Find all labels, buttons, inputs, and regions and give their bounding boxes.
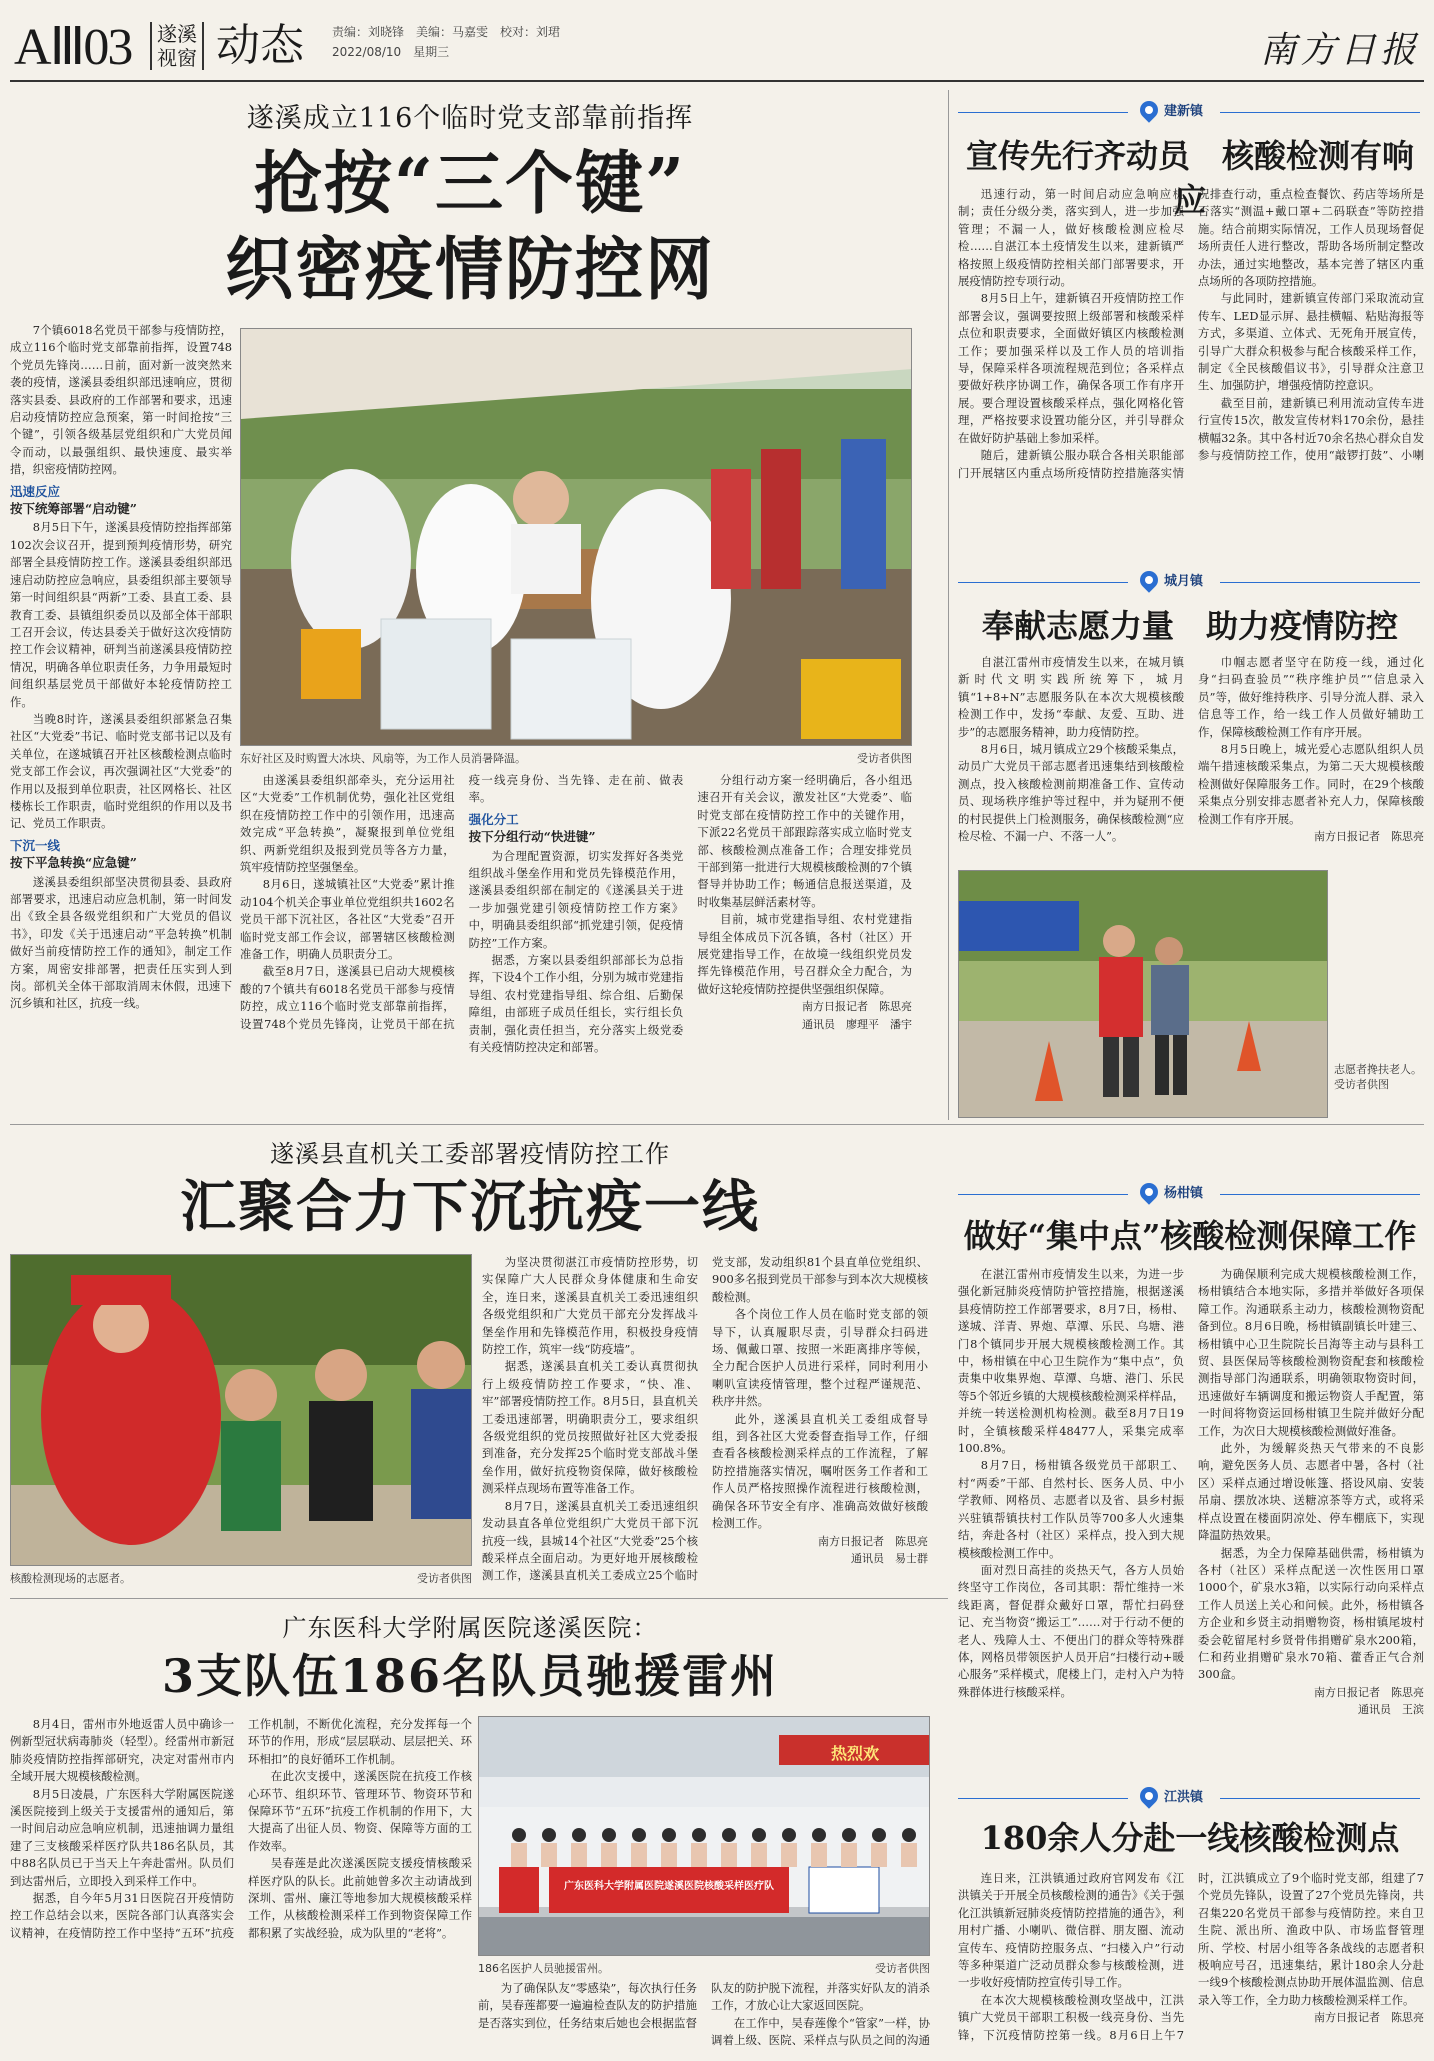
story5-credit2: 通讯员 王滨	[1358, 1703, 1424, 1717]
story3-text2: 8月6日，城月镇成立29个核酸采集点，动员广大党员干部志愿者迅速集结到核酸检测点，投入核酸检测前期准备工作、宣传动员、现场秩序维护等过程中，并为疑刑不便的村民提供上门检测服务，确保核酸检测“应检尽检、不漏一户、不落一人”。	[958, 742, 1184, 844]
story3-photo-credit: 受访者供图	[1334, 1078, 1389, 1091]
story6-kicker: 广东医科大学附属医院遂溪医院：	[282, 1614, 658, 1642]
section-label: 遂溪视窗	[150, 22, 204, 70]
story3-photo	[958, 870, 1328, 1118]
story3-tag-label: 城月镇	[1164, 574, 1204, 589]
story2-tag-label: 建新镇	[1164, 104, 1204, 119]
story1-sub3-text4: 目前，城市党建指导组、农村党建指导组全体成员下沉各镇，各村（社区）开展党建指导工作，在故境一线组织党员发挥先锋模范作用，号召群众全力配合，为做好这轮疫情防控提供坚强组织保障。	[697, 912, 912, 996]
story2-text2: 8月5日上午，建新镇召开疫情防控工作部署会议，强调要按照上级部署和核酸采样点位和职责要求，全面做好镇区内核酸检测工作；要加强采样以及工作人员的培训指导，保障采样各项流程规范到位；各采样点要做好秩序协调工作，确保各项工作有序开展。要合理设置核酸采样点，强化网格化管理，严格按要求设置功能分区，并引导群众在做好防护基础上参加采样。	[958, 291, 1184, 445]
story7-credit: 南方日报记者 陈思亮	[1314, 2011, 1424, 2025]
story2-text3: 随后，建新镇公服办联合各相关职能部门开展辖区内重点场所疫情防控措施落实情况排查行动，重点检查餐饮、药店等场所是否落实“测温+戴口罩+二码联查”等防控措施。结合前期实际情况，工作人员现场督促场所责任人进行整改，帮助各场所制定整改办法，通过实地整改，基本完善了辖区内重点场所的各项防控措施。	[958, 187, 1424, 480]
story6-text5: 吴春莲是此次遂溪医院支援疫情核酸采样医疗队的队长。此前她曾多次主动请战到深圳、雷州、廉江等地参加大规模核酸采样工作，从核酸检测采样工作到物资保障工作都积累了实战经验，成为队里的“老将”。	[248, 1856, 472, 1940]
story7-location-tag	[1140, 1786, 1203, 1805]
story5-text4: 为确保顺利完成大规模核酸检测工作，杨柑镇结合本地实际，多措并举做好各项保障工作。沟通联系主动力，核酸检测物资配备到位。8月6日晚，杨柑镇副镇长叶建三、杨柑镇中心卫生院院长吕海等主动与县科工贸、县医保局等核酸检测物资配套和核酸检测指导部门沟通联系，明确领取物资时间，迅速做好车辆调度和搬运物资人手配置，第一时间将物资运回杨柑镇卫生院并做好分配工作，为次日大规模核酸检测做好准备。	[1198, 1267, 1424, 1438]
story4-photo	[10, 1254, 472, 1566]
story5-headline: 做好“集中点”核酸检测保障工作	[963, 1217, 1417, 1255]
story5-location-tag	[1140, 1182, 1203, 1201]
story6-caption-row	[478, 1960, 930, 1976]
tag-rule	[1220, 582, 1420, 583]
story1-photo-caption: 东好社区及时购置大冰块、风扇等，为工作人员消暑降温。	[240, 752, 526, 765]
story6-text3: 据悉，自今年5月31日医院召开疫情防控工作总结会以来，医院各部门认真落实会议精神，在疫情防控工作中坚持“五环”抗疫工作机制，不断优化流程，充分发挥每一个环节的作用，形成“层层联动、层层把关、环环相扣”的良好循环工作机制。	[10, 1717, 472, 1940]
edition-number: AⅢ03	[14, 19, 132, 76]
story4-text1: 为坚决贯彻湛江市疫情防控形势，切实保障广大人民群众身体健康和生命安全，连日来，遂溪县直机关工委迅速组织各级党组织和广大党员干部充分发挥战斗堡垒作用和先锋模范作用，积极投身疫情防控工作，筑牢一线“防疫墙”。	[482, 1255, 698, 1357]
story1-mid-text2: 截至8月7日，遂溪县已启动大规模核酸的7个镇共有6018名党员干部参与疫情防控，成立116个临时党支部靠前指挥，设置748个党员先锋岗，让党员干部在抗疫一线亮身份、当先锋、走在前、做表率。	[240, 773, 684, 1031]
story3-text4: 8月5日晚上，城光爱心志愿队组织人员端午措速核酸采集点，为第二天大规模核酸检测做好保障服务工作。同时，在29个核酸采集点分别安排志愿者补充人力，保障核酸检测工作有序开展。	[1198, 742, 1424, 826]
column-divider	[948, 90, 949, 1120]
story3-body	[958, 654, 1424, 854]
volunteer-illustration	[959, 871, 1328, 1118]
story4-photo-caption: 核酸检测现场的志愿者。	[10, 1572, 131, 1585]
tag-rule	[958, 112, 1128, 113]
section-name: 动态	[216, 20, 304, 71]
story1-lead: 7个镇6018名党员干部参与疫情防控，成立116个临时党支部靠前指挥，设置748个党员先锋岗……日前，面对新一波突然来袭的疫情，遂溪县委组织部迅速响应，贯彻落实县委、县政府的工作部署和要求，迅速启动疫情防控应急预案，第一时间抢按“三个键”，引领各级基层党组织和广大党员闻令而动，以最强组织、最快速度、最实举措，织密疫情防控网。	[10, 323, 232, 477]
story4-text5: 此外，遂溪县直机关工委组成督导组，到各社区大党委督查指导工作，仔细查看各核酸检测采样点的工作流程，了解防控措施落实情况，嘱咐医务工作者和工作人员严格按照操作流程进行核酸检测，确保各环节安全有序、准确高效做好核酸检测工作。	[712, 1411, 928, 1531]
location-pin-icon	[1136, 567, 1161, 592]
story3-text1: 自湛江雷州市疫情发生以来，在城月镇新时代文明实践所统筹下，城月镇“1+8+N”志愿服务队在本次大规模核酸检测工作中，发扬“奉献、友爱、互助、进步”的志愿服务精神，助力疫情防控。	[958, 655, 1184, 739]
tag-rule	[1220, 1194, 1420, 1195]
story1-headline-2: 织密疫情防控网	[224, 230, 715, 310]
story4-text2: 据悉，遂溪县直机关工委认真贯彻执行上级疫情防控工作要求，“快、准、牢”部署疫情防控工作。8月5日，县直机关工委迅速部署，明确职责分工，要求组织各级党组织的党员按照做好社区大党委报到准备，充分发挥25个临时党支部战斗堡垒作用，做好抗疫物资保障，做好核酸检测采样点现场布置等准备工作。	[482, 1359, 698, 1496]
story4-body	[482, 1254, 928, 1592]
story2-headline: 宣传先行齐动员 核酸检测有响应	[965, 137, 1414, 219]
story6-text4: 在此次支援中，遂溪医院在抗疫工作核心环节、组织环节、管理环节、物资环节和保障环节“五环”抗疫工作机制的作用下，大大提高了出征人员、物资、保障等方面的工作效率。	[248, 1769, 472, 1853]
story1-headline-1: 抢按“三个键”	[253, 144, 687, 224]
story1-sub2-text: 遂溪县委组织部坚决贯彻县委、县政府部署要求，迅速启动应急机制，第一时间发出《致全县各级党组织和广大党员的倡议书》，印发《关于迅速启动“平急转换”机制做好当前疫情防控工作的通知》，制定工作方案，周密安排部署，把责任压实到人到岗。部机关全体干部取消周末休假，迅速下沉乡镇和社区，抗疫一线。	[10, 874, 232, 1011]
editors-line: 责编：刘晓锋 美编：马嘉雯 校对：刘珺	[332, 25, 561, 39]
story1-sub3-text2: 据悉，方案以县委组织部部长为总指挥，下设4个工作小组，分别为城市党建指导组、农村党建指导组、综合组、后勤保障组，由部班子成员任组长，实行组长负责制，强化责任担当，充分落实上级党委有关疫情防控决定和部署。	[468, 953, 684, 1055]
story5-text2: 8月7日，杨柑镇各级党员干部职工、村“两委”干部、自然村长、医务人员、中小学教师、网格员、志愿者以及省、县乡村振兴驻镇帮镇扶村工作队员等700多人火速集结，奔赴各村（社区）采样点，投入到大规模核酸检测工作中。	[958, 1458, 1184, 1560]
story1-sub1-tag: 迅速反应	[10, 483, 61, 499]
testing-site-illustration	[241, 329, 912, 746]
section-divider	[10, 1124, 1424, 1125]
story2-text1: 迅速行动，第一时间启动应急响应机制；责任分级分类，落实到人，进一步加强管理；不漏一人，做好核酸检测应检尽检……自湛江本土疫情发生以来，建新镇严格按照上级疫情防控相关部门部署要求，开展疫情防控专项行动。	[958, 187, 1184, 289]
story5-credit: 南方日报记者 陈思亮	[1314, 1685, 1424, 1699]
story4-caption-row	[10, 1570, 472, 1586]
location-pin-icon	[1136, 1783, 1161, 1808]
story6-body-left	[10, 1716, 472, 2051]
story5-text6: 据悉，为全力保障基础供需，杨柑镇为各村（社区）采样点配送一次性医用口罩1000个，矿泉水3箱，以实际行动向采样点工作人员送上关心和问候。此外，杨柑镇各方企业和乡贤主动捐赠物资，杨柑镇尾坡村委会乾留尾村乡贤骨伟捐赠矿泉水200箱，仁和药业捐赠矿泉水70箱、藿香正气合剂300盒。	[1198, 1545, 1424, 1682]
story1-photo-credit: 受访者供图	[857, 752, 912, 765]
welcome-sign: 热烈欢	[830, 1744, 879, 1763]
story6-text7: 在工作中，吴春莲像个“管家”一样，协调着上级、医院、采样点与队员之间的沟通	[711, 2015, 930, 2048]
story4-kicker: 遂溪县直机关工委部署疫情防控工作	[270, 1140, 670, 1168]
tag-rule	[1220, 112, 1420, 113]
section-divider	[10, 1598, 948, 1599]
story6-photo-credit: 受访者供图	[875, 1962, 930, 1975]
location-pin-icon	[1136, 97, 1161, 122]
story6-text2: 8月5日凌晨，广东医科大学附属医院遂溪医院接到上级关于支援雷州的通知后，第一时间启动应急响应机制，迅速抽调力量组建了三支核酸采样医疗队共186名队员，其中88名队员已于当天上午奔赴雷州。队员们到达雷州后，立即投入到采样工作中。	[10, 1786, 234, 1888]
story1-sub1-text2: 当晚8时许，遂溪县委组织部紧急召集社区“大党委”书记、临时党支部书记以及有关单位，在遂城镇召开社区核酸检测点临时党支部工作会议，再次强调社区“大党委”的作用以及报到单位职责，社区网格长、社区楼栋长工作职责，临时党组织的作用以及书记、党员工作职责。	[10, 711, 232, 831]
story2-text5: 截至目前，建新镇已利用流动宣传车进行宣传15次，散发宣传材料170余份，悬挂横幅32条。其中各村近70余名热心群众自发参与疫情防控工作，使用“敲锣打鼓”、小喇	[1198, 395, 1424, 463]
story6-headline: 3支队伍186名队员驰援雷州	[161, 1649, 779, 1703]
story5-text3: 面对烈日高挂的炎热天气，各方人员始终坚守工作岗位，各司其职：帮忙维持一米线距离，督促群众戴好口罩，帮忙扫码登记、充当物资“搬运工”……对于行动不便的老人、残障人士、不便出门的群众等特殊群体，网格员带领医护人员开启“扫楼行动+暖心服务”采样模式，爬楼上门，走村入户为特殊群体进行核酸采样。	[958, 1562, 1184, 1699]
story1-caption-row	[240, 750, 912, 766]
story6-photo	[478, 1716, 930, 1956]
masthead-rule	[10, 80, 1424, 82]
story2-text4: 与此同时，建新镇宣传部门采取流动宣传车、LED显示屏、悬挂横幅、粘贴海报等方式，多渠道、立体式、无死角开展宣传，引导广大群众积极参与配合核酸采样工作，制定《全民核酸倡议书》，引导群众注意卫生、加强防护，增强疫情防控意识。	[1198, 291, 1424, 393]
story1-sub2-text2: 由遂溪县委组织部牵头，充分运用社区“大党委”工作机制优势，强化社区党组织在疫情防控工作中的引领作用，迅速高效完成“平急转换”，凝聚报到单位党组织、两新党组织及报到党员等各方力量，筑牢疫情防控坚强堡垒。	[240, 773, 455, 875]
story3-headline: 奉献志愿力量 助力疫情防控	[981, 607, 1398, 645]
date-line: 2022/08/10 星期三	[332, 45, 450, 59]
story5-body	[958, 1266, 1424, 1748]
story3-location-tag	[1140, 570, 1203, 589]
story7-tag-label: 江洪镇	[1164, 1790, 1204, 1805]
story4-text4: 各个岗位工作人员在临时党支部的领导下，认真履职尽责，引导群众扫码进场、佩戴口罩、按照一米距离排序等候，全力配合医护人员进行采样，同时利用小喇叭宣读疫情管理，整个过程严谨规范、秩序井然。	[712, 1307, 928, 1409]
story3-credit: 南方日报记者 陈思亮	[1314, 830, 1424, 844]
story5-text1: 在湛江雷州市疫情发生以来，为进一步强化新冠肺炎疫情防护管控措施，根据遂溪县疫情防控工作部署要求，8月7日，杨柑、遂城、洋青、界炮、草潭、乐民、乌塘、港门8个镇同步开展大规模核酸检测工作。其中，杨柑镇在中心卫生院作为“集中点”，负责集中收集界炮、草潭、乌塘、港门、乐民等5个邻近乡镇的大规模核酸检测采样样品，并统一转送检测机构检测。截至8月7日19时，全镇核酸采样48477人，采集完成率100.8%。	[958, 1267, 1184, 1456]
story6-text1: 8月4日，雷州市外地返雷人员中确诊一例新型冠状病毒肺炎（轻型）。经雷州市新冠肺炎疫情防控指挥部研究，决定对雷州市内全域开展大规模核酸检测。	[10, 1717, 234, 1784]
story4-text3: 8月7日，遂溪县直机关工委迅速组织发动县直各单位党组织广大党员干部下沉抗疫一线，县城14个社区“大党委”25个核酸采样点全面启动。为更好地开展核酸检测工作，遂溪县直机关工委成立25个临时党支部，发动组织81个县直单位党组织、900多名报到党员干部参与到本次大规模核酸检测。	[482, 1255, 928, 1583]
story4-headline: 汇聚合力下沉抗疫一线	[180, 1174, 760, 1240]
story3-text3: 巾帼志愿者坚守在防疫一线，通过化身“扫码查验员”“秩序维护员”“信息录入员”等，做好维持秩序、引导分流人群、录入信息等工作，给一线工作人员做好辅助工作，保障核酸检测工作有序开展。	[1198, 655, 1424, 739]
story7-text2: 在本次大规模核酸检测攻坚战中，江洪镇广大党员干部职工积极一线亮身份、当先锋，下沉疫情防控第一线。8月6日上午7时，江洪镇成立了9个临时党支部，组建了7个党员先锋队，设置了27个党员先锋岗，共召集220名党员干部参与疫情防控。来自卫生院、派出所、渔政中队、市场监督管理所、学校、村居小组等各条战线的志愿者积极响应号召，迅速集结，累计180余人分赴一线9个核酸检测点协助开展体温监测、信息录入等工作，全力助力核酸检测采样工作。	[958, 1871, 1424, 2042]
story1-sub3-tag: 强化分工	[468, 811, 519, 827]
masthead-meta	[332, 22, 560, 62]
story5-text5: 此外，为缓解炎热天气带来的不良影响，避免医务人员、志愿者中暑，各村（社区）采样点通过增设帐篷、搭设风扇、安装吊扇、摆放冰块、送糖凉茶等方式，或将采样点设置在楼面阴凉处、停车棚底下，实现降温防热效果。	[1198, 1441, 1424, 1543]
story5-tag-label: 杨柑镇	[1164, 1186, 1204, 1201]
story7-headline: 180余人分赴一线核酸检测点	[980, 1819, 1400, 1857]
story3-caption-block	[1334, 1062, 1424, 1092]
story1-column-left	[10, 322, 232, 1064]
story7-text1: 连日来，江洪镇通过政府官网发布《江洪镇关于开展全员核酸检测的通告》《关于强化江洪镇新冠肺炎疫情防控措施的通告》，利用村广播、小喇叭、微信群、朋友圈、流动宣传车、疫情防控服务点、“扫楼入户”行动等多种渠道广泛动员群众参与核酸检测，进一步收好疫情防控宣传引导工作。	[958, 1871, 1184, 1990]
story6-body-right	[478, 1980, 930, 2052]
story1-sub1-head: 按下统筹部署“启动键”	[10, 501, 137, 517]
story2-body	[958, 186, 1424, 488]
story4-credit: 南方日报记者 陈思亮	[818, 1534, 928, 1548]
story1-sub3-text3: 分组行动方案一经明确后，各小组迅速召开有关会议，激发社区“大党委”、临时党支部在疫情防控工作中的关键作用，下派22名党员干部跟踪落实成立临时党支部、核酸检测点准备工作；合理安排党员干部到第一批进行大规模核酸检测的7个镇督导并协助工作；畅通信息报送渠道，及时收集基层鲜活素材等。	[697, 773, 912, 909]
story1-columns-lower	[240, 772, 912, 1064]
story4-photo-credit: 受访者供图	[417, 1572, 472, 1585]
location-pin-icon	[1136, 1179, 1161, 1204]
story1-sub1-text: 8月5日下午，遂溪县疫情防控指挥部第102次会议召开，提到预判疫情形势，研究部署全县疫情防控工作。遂溪县委组织部迅速启动防控应急响应，县委组织部主要领导第一时间组织县“两新”工委、县直工委、县教育工委、县镇组织委员以及部全体干部职工召开会议，传达县委关于做好这次疫情防控工作会议精神，研判当前遂溪县疫情防控情况，明确各单位职责任务，力争用最短时间组织基层党员干部做好本轮疫情防控工作。	[10, 520, 232, 709]
team-banner: 广东医科大学附属医院遂溪医院核酸采样医疗队	[564, 1881, 774, 1892]
story1-sub2-head: 按下平急转换“应急键”	[10, 855, 137, 871]
tag-rule	[1220, 1798, 1420, 1799]
story1-credit2: 通讯员 廖理平 潘宇	[801, 1017, 912, 1031]
story1-credit: 南方日报记者 陈思亮	[801, 1000, 912, 1014]
tag-rule	[958, 1798, 1128, 1799]
story4-credit2: 通讯员 易士群	[851, 1551, 928, 1565]
story7-body	[958, 1870, 1424, 2052]
story6-photo-caption: 186名医护人员驰援雷州。	[478, 1962, 609, 1975]
story1-photo	[240, 328, 912, 746]
newspaper-logo: 南方日报	[1259, 30, 1420, 71]
story1-mid-text: 8月6日，遂城镇社区“大党委”累计推动104个机关企事业单位党组织共1602名党员干部下沉社区，各社区“大党委”召开临时党支部工作会议，部署辖区核酸检测准备工作，明确人员职责分工。	[240, 877, 455, 962]
story3-photo-caption: 志愿者搀扶老人。	[1334, 1063, 1422, 1076]
story1-kicker: 遂溪成立116个临时党支部靠前指挥	[246, 103, 694, 134]
story1-sub3-head: 按下分组行动“快进键”	[468, 829, 596, 845]
story2-location-tag	[1140, 100, 1203, 119]
tag-rule	[958, 1194, 1128, 1195]
tag-rule	[958, 582, 1128, 583]
story1-sub2-tag: 下沉一线	[10, 837, 61, 853]
vaccination-illustration	[11, 1255, 472, 1566]
story1-sub3-text: 为合理配置资源，切实发挥好各类党组织战斗堡垒作用和党员先锋模范作用，遂溪县委组织部在制定的《遂溪县关于进一步加强党建引领疫情防控工作方案》中，明确县委组织部“抓党建引领，促疫情防控”工作方案。	[468, 848, 684, 950]
story6-text6: 为了确保队友“零感染”，每次执行任务前，吴春莲都要一遍遍检查队友的防护措施是否落实到位，任务结束后她也会根据监督队友的防护脱下流程，并落实好队友的消杀工作，才放心让大家返回医院。	[478, 1981, 930, 2030]
